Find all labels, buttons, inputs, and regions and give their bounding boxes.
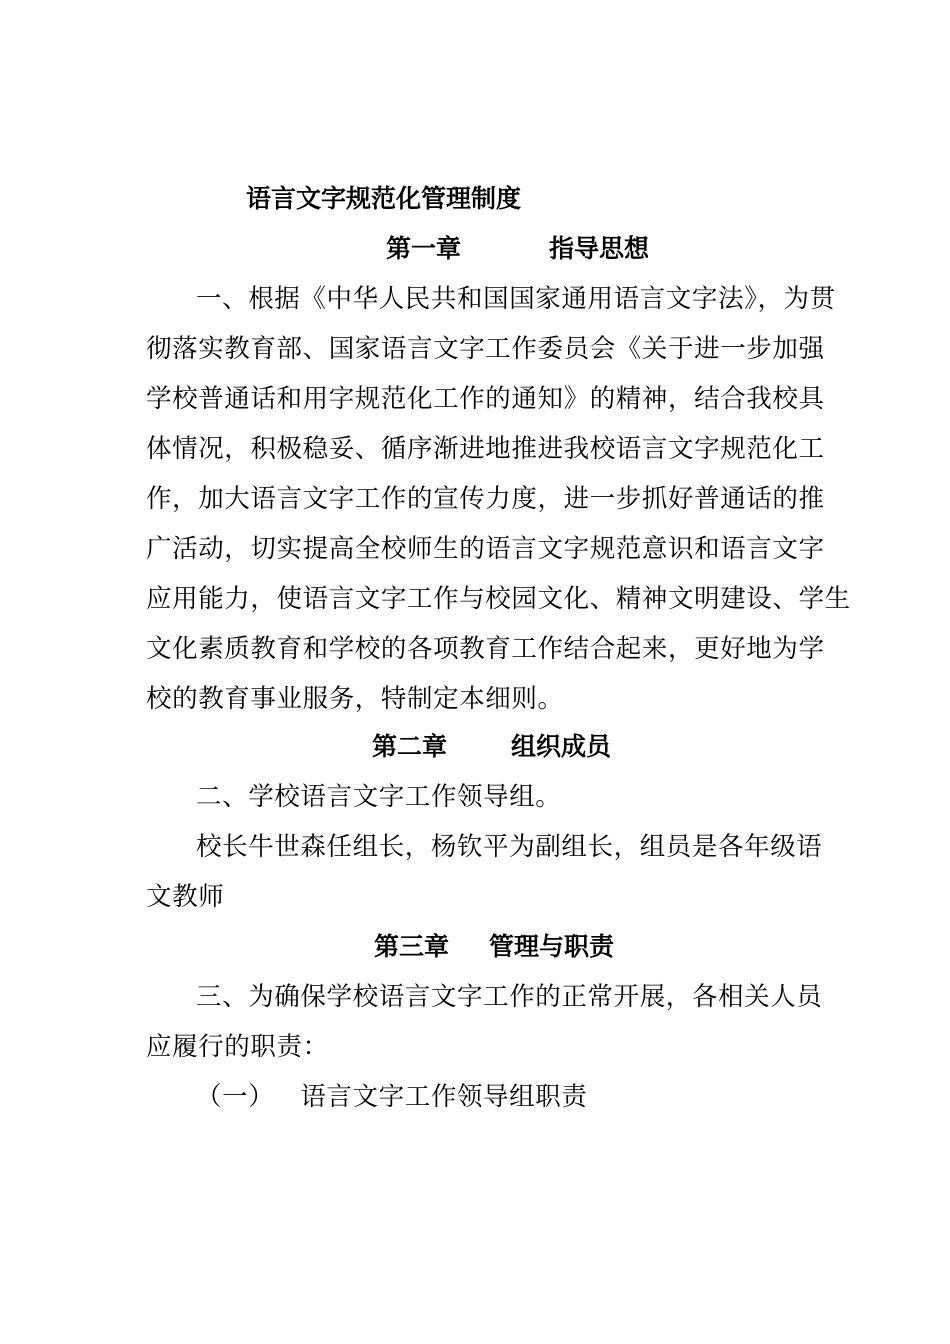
para-3-line-1: 校长牛世森任组长，杨钦平为副组长，组员是各年级语 xyxy=(196,832,823,862)
chapter-3-heading xyxy=(374,932,614,962)
para-3-line-2: 文教师 xyxy=(146,882,225,912)
para-1-line-7: 应用能力，使语言文字工作与校园文化、精神文明建设、学生 xyxy=(146,584,851,614)
para-5-marker: （一） xyxy=(196,1082,275,1112)
document-title: 语言文字规范化管理制度 xyxy=(246,184,522,213)
para-1-line-4: 体情况，积极稳妥、循序渐进地推进我校语言文字规范化工 xyxy=(146,434,825,464)
para-5-text: 语言文字工作领导组职责 xyxy=(300,1082,588,1112)
para-4-line-1: 三、为确保学校语言文字工作的正常开展，各相关人员 xyxy=(196,982,823,1012)
chapter-2-number: 第二章 xyxy=(372,732,448,761)
para-1-line-3: 学校普通话和用字规范化工作的通知》的精神，结合我校具 xyxy=(146,384,825,414)
chapter-1-name: 指导思想 xyxy=(549,234,650,263)
para-5-line-1 xyxy=(196,1082,858,1112)
para-1-line-6: 广活动，切实提高全校师生的语言文字规范意识和语言文字 xyxy=(146,534,825,564)
para-4-line-2: 应履行的职责： xyxy=(146,1032,329,1062)
para-1-line-9: 校的教育事业服务，特制定本细则。 xyxy=(146,684,564,714)
para-2-line-1: 二、学校语言文字工作领导组。 xyxy=(196,782,562,812)
chapter-1-number: 第一章 xyxy=(386,234,462,263)
para-1-line-5: 作，加大语言文字工作的宣传力度，进一步抓好普通话的推 xyxy=(146,484,825,514)
para-1-line-1: 一、根据《中华人民共和国国家通用语言文字法》，为贯 xyxy=(196,284,836,314)
chapter-2-name: 组织成员 xyxy=(511,732,612,761)
chapter-3-number: 第三章 xyxy=(374,932,450,961)
para-1-line-2: 彻落实教育部、国家语言文字工作委员会《关于进一步加强 xyxy=(146,334,825,364)
chapter-3-name: 管理与职责 xyxy=(489,932,615,961)
para-1-line-8: 文化素质教育和学校的各项教育工作结合起来，更好地为学 xyxy=(146,634,825,664)
chapter-1-heading xyxy=(386,234,649,264)
chapter-2-heading xyxy=(372,732,611,762)
